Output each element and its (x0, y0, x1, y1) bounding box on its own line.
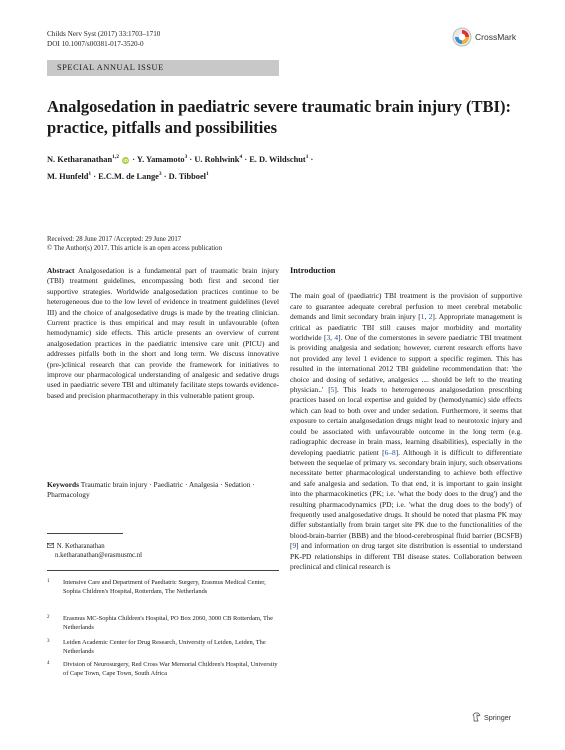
author-name[interactable]: E. D. Wildschut (249, 154, 306, 164)
introduction: Introduction The main goal of (paediatric) TBI treatment is the provision of supportive care to guarantee adequate cerebral perfusion to meet cerebral metabolic demands and limit secondary brain injury [1, 2]. Appropriate management is critical as paediatric TBI still causes major morbidity and mortality worldwide [3, 4]. One of the cornerstones in severe paediatric TBI treatment is providing analgesia and sedation; however, current research efforts have not provided any level 1 evidence to support a specific regimen. This has resulted in the international 2012 TBI guideline recommendation that: 'the choice and dosing of sedative, analgesics .... should be left to the treating physician..' [5]. This leads to heterogeneous analgosedation prescribing practices based on local expertise and guided by (hemodynamic) side effects which can lead to both over and under sedation. Furthermore, it seems that exposure to certain analgosedation drugs might lead to neurotoxic injury and could be associated with unfavourable outcome in the long term (e.g. radiographic decrease in brain mass, learning disabilities), especially in the developing paediatric patient [6–8]. Although it is difficult to differentiate between the sequelae of primary vs. secondary brain injury, such observations necessitate better pharmacological understanding to achieve both effective and safe analgesia and sedation. To that end, it is important to gain insight into the pharmacokinetics (PK; i.e. 'what the body does to the drug') and the resulting pharmacodynamics (PD; i.e. 'what the drug does to the body') of frequently used analgosedative drugs. It should be noted that plasma PK may differ substantially from brain target site PK due to the functionalities of the blood-brain-barrier (BBB) and the blood-cerebrospinal fluid barrier (BCSFB) [9] and information on drug target site distribution is essential to understand PK-PD relationships in different TBI disease states. Collaboration between preclinical and clinical research is (290, 266, 522, 571)
keywords-heading: Keywords (47, 480, 80, 489)
affiliation-item (47, 661, 279, 678)
author-list (47, 150, 527, 184)
affiliation-item (47, 615, 279, 632)
affiliation-number: 3 (47, 639, 50, 644)
intro-text: ]. Appropriate management is critical as paediatric TBI still causes major morbidity and mortality worldwide [ (290, 312, 522, 343)
author-affil-sup: 1 (305, 154, 309, 160)
divider (47, 570, 279, 571)
author-name[interactable]: N. Ketharanathan (47, 154, 113, 164)
copyright-notice: © The Author(s) 2017. This article is an open access publication (47, 244, 222, 252)
intro-text: ]. This leads to heterogeneous analgosedation prescribing practices based on local expertise and guided by (hemodynamic) side effects which can lead to both over and under sedation. Furthermore, it seems that exposure to certain analgosedation drugs might lead to neurotoxic injury and could be associated with unfavourable outcome in the long term (e.g. radiographic decrease in brain mass, learning disabilities), especially in the developing paediatric patient [ (290, 385, 522, 457)
affiliation-item (47, 639, 279, 656)
crossmark-label: CrossMark (475, 32, 517, 42)
correspondence (47, 542, 279, 560)
keywords-body: Traumatic brain injury · Paediatric · Analgesia · Sedation · Pharmacology (47, 480, 255, 500)
abstract-body: Analgosedation is a fundamental part of traumatic brain injury (TBI) treatment guidelines, encompassing both first and second tier supportive strategies. Worldwide analgosedation practices continue to be heterogeneous due to the low level of evidence in treatment guidelines (level III) and the choice of analgosedative drugs is made by the treating clinician. Current practice is thus empirical and may result in unfavourable (often hemodynamic) side effects. This article presents an overview of current analgosedation practices in the paediatric intensive care unit (PICU) and addresses pitfalls both in the short and long term. We discuss innovative (pre-)clinical research that can provide the framework for initiatives to improve our pharmacological understanding of analgesic and sedative drugs used in paediatric severe TBI and ultimately facilitate steps towards evidence-based and precision pharmacotherapy in this vulnerable patient group. (47, 266, 279, 400)
springer-logo (472, 712, 511, 722)
keywords (47, 480, 279, 501)
corresponding-author: N. Ketharanathan (56, 543, 105, 550)
author-separator: · (310, 154, 314, 164)
doi[interactable]: DOI 10.1007/s00381-017-3520-0 (47, 39, 144, 48)
orcid-icon[interactable]: iD (123, 157, 128, 163)
citation-link[interactable]: 1 (420, 312, 425, 322)
intro-text: The main goal of (paediatric) TBI treatment is the provision of supportive care to guarantee adequate cerebral perfusion to meet cerebral metabolic demands and limit secondary brain injury [ (290, 291, 522, 322)
intro-text: ] and information on drug target site distribution is essential to understand PK-PD relationships in different TBI disease states. Collaboration between preclinical and clinical research is (290, 541, 522, 571)
affiliation-text: Leiden Academic Center for Drug Research, University of Leiden, Leiden, The Netherlands (63, 639, 266, 655)
citation-link[interactable]: 4 (334, 333, 339, 343)
springer-label: Springer (484, 712, 512, 722)
banner-label: SPECIAL ANNUAL ISSUE (57, 63, 164, 72)
affiliation-number: 4 (47, 661, 50, 666)
divider (47, 533, 123, 534)
citation-link[interactable]: 9 (292, 541, 297, 551)
journal-header (47, 30, 160, 49)
introduction-heading: Introduction (290, 266, 336, 275)
author-name[interactable]: E.C.M. de Lange (98, 171, 159, 181)
author-affil-sup: 1,2 (112, 154, 120, 160)
affiliation-number: 1 (47, 579, 50, 584)
citation-link[interactable]: 3 (326, 333, 331, 343)
author-separator: · (132, 154, 136, 164)
affiliation-text: Division of Neurosurgery, Red Cross War Memorial Children's Hospital, University of Cape Town, Cape Town, South Africa (63, 661, 278, 677)
crossmark-badge[interactable] (452, 27, 516, 47)
springer-horse-icon (472, 712, 481, 722)
author-separator: · (163, 171, 167, 181)
citation-link[interactable]: 5 (330, 385, 335, 395)
abstract-heading: Abstract (47, 266, 75, 275)
affiliation-text: Intensive Care and Department of Paediatric Surgery, Erasmus Medical Center, Sophia Children's Hospital, Rotterdam, The Netherlands (63, 579, 266, 595)
author-name[interactable]: M. Hunfeld (47, 171, 89, 181)
publication-dates (47, 236, 287, 254)
received-accepted: Received: 28 June 2017 /Accepted: 29 June 2017 (47, 236, 182, 243)
citation-link[interactable]: 6–8 (384, 447, 396, 457)
author-affil-sup: 1 (88, 170, 92, 177)
author-affil-sup: 3 (184, 154, 188, 160)
citation-link[interactable]: 2 (428, 312, 433, 322)
crossmark-icon (452, 27, 472, 47)
intro-text: ]. One of the cornerstones in severe paediatric TBI treatment is providing analgesia and sedation; however, current research efforts have not provided any level 1 evidence to support a specific regimen. This has resulted in the international 2012 TBI guideline recommendation that: 'the choice and dosing of sedative, analgesics .... should be left to the treating physician..' [ (290, 333, 522, 395)
affiliation-item (47, 579, 279, 596)
affiliation-text: Erasmus MC-Sophia Children's Hospital, PO Box 2060, 3000 CB Rotterdam, The Netherlands (63, 615, 273, 631)
intro-text: ]. Although it is difficult to differentiate between the sequelae of primary vs. secondary brain injury, such observations necessitate better pharmacological understanding to achieve both effective and safe analgesia and sedation. To that end, it is important to gain insight into the pharmacokinetics (PK; i.e. 'what the body does to the drug') and the resulting pharmacodynamics (PD; i.e. 'what the drug does to the body') of frequently used analgosedative drugs. It should be noted that plasma PK may differ substantially from brain target site PK due to the functionalities of the blood-brain-barrier (BBB) and the blood-cerebrospinal fluid barrier (BCSFB) [ (290, 447, 522, 551)
author-affil-sup: 1 (206, 170, 209, 177)
author-affil-sup: 4 (239, 154, 243, 160)
author-separator: · (244, 154, 248, 164)
author-separator: · (189, 154, 193, 164)
author-name[interactable]: U. Rohlwink (194, 154, 240, 164)
abstract (47, 266, 279, 401)
affiliation-number: 2 (47, 615, 50, 620)
section-banner (47, 60, 279, 76)
author-name[interactable]: Y. Yamamoto (136, 154, 185, 164)
journal-citation: Childs Nerv Syst (2017) 33:1703–1710 (47, 30, 161, 38)
author-separator: · (93, 171, 97, 181)
corresponding-email[interactable]: n.ketharanathan@erasmusmc.nl (55, 552, 143, 559)
article-title: Analgosedation in paediatric severe traumatic brain injury (TBI): practice, pitfalls and possibilities (47, 97, 511, 137)
envelope-icon (47, 542, 55, 551)
author-name[interactable]: D. Tibboel (168, 171, 207, 181)
author-affil-sup: 3 (158, 170, 162, 177)
